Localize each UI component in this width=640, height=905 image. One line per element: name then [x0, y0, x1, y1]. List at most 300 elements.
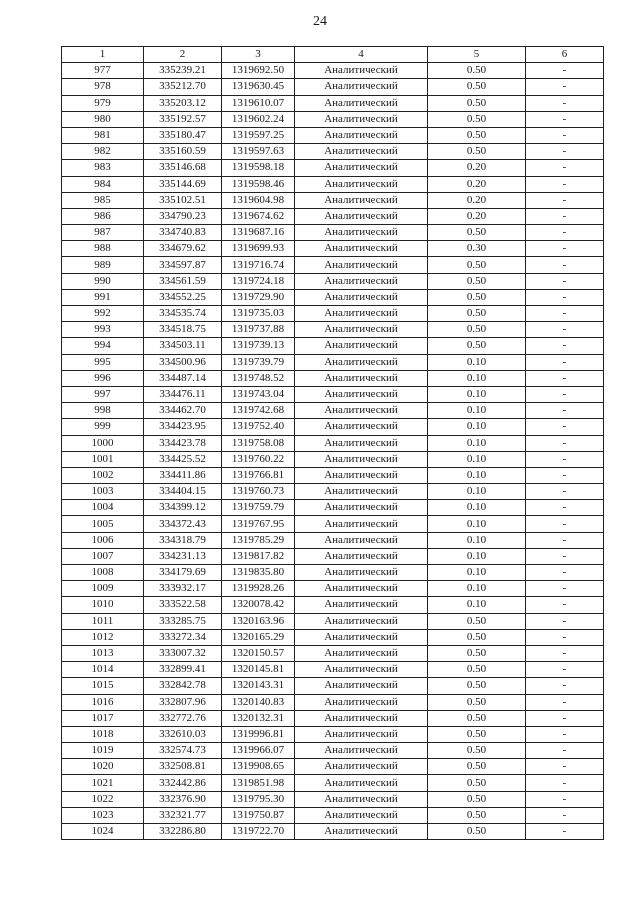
table-row — [62, 581, 604, 597]
point-number-cell: 980 — [62, 111, 144, 127]
accuracy-cell: 0.50 — [428, 775, 526, 791]
method-cell: Аналитический — [295, 419, 428, 435]
point-number-cell: 1009 — [62, 581, 144, 597]
method-cell: Аналитический — [295, 435, 428, 451]
table-row — [62, 532, 604, 548]
table-row — [62, 111, 604, 127]
x-coordinate-cell: 332899.41 — [144, 662, 222, 678]
note-cell: - — [526, 111, 604, 127]
point-number-cell: 978 — [62, 79, 144, 95]
y-coordinate-cell: 1319835.80 — [222, 565, 295, 581]
table-row — [62, 516, 604, 532]
column-header: 5 — [428, 47, 526, 63]
note-cell: - — [526, 467, 604, 483]
note-cell: - — [526, 629, 604, 645]
method-cell: Аналитический — [295, 273, 428, 289]
point-number-cell: 1004 — [62, 500, 144, 516]
note-cell: - — [526, 500, 604, 516]
note-cell: - — [526, 678, 604, 694]
table-row — [62, 127, 604, 143]
accuracy-cell: 0.50 — [428, 289, 526, 305]
accuracy-cell: 0.10 — [428, 581, 526, 597]
y-coordinate-cell: 1319722.70 — [222, 824, 295, 840]
y-coordinate-cell: 1320078.42 — [222, 597, 295, 613]
y-coordinate-cell: 1320150.57 — [222, 645, 295, 661]
table-row — [62, 435, 604, 451]
x-coordinate-cell: 334179.69 — [144, 565, 222, 581]
x-coordinate-cell: 334487.14 — [144, 370, 222, 386]
accuracy-cell: 0.50 — [428, 824, 526, 840]
accuracy-cell: 0.20 — [428, 160, 526, 176]
y-coordinate-cell: 1319598.18 — [222, 160, 295, 176]
method-cell: Аналитический — [295, 403, 428, 419]
x-coordinate-cell: 332321.77 — [144, 807, 222, 823]
method-cell: Аналитический — [295, 225, 428, 241]
y-coordinate-cell: 1319692.50 — [222, 63, 295, 79]
point-number-cell: 1023 — [62, 807, 144, 823]
point-number-cell: 1019 — [62, 743, 144, 759]
accuracy-cell: 0.10 — [428, 354, 526, 370]
point-number-cell: 996 — [62, 370, 144, 386]
method-cell: Аналитический — [295, 306, 428, 322]
table-row — [62, 289, 604, 305]
method-cell: Аналитический — [295, 451, 428, 467]
note-cell: - — [526, 273, 604, 289]
x-coordinate-cell: 334318.79 — [144, 532, 222, 548]
accuracy-cell: 0.50 — [428, 662, 526, 678]
method-cell: Аналитический — [295, 144, 428, 160]
method-cell: Аналитический — [295, 63, 428, 79]
note-cell: - — [526, 289, 604, 305]
point-number-cell: 986 — [62, 208, 144, 224]
x-coordinate-cell: 335192.57 — [144, 111, 222, 127]
point-number-cell: 992 — [62, 306, 144, 322]
y-coordinate-cell: 1319758.08 — [222, 435, 295, 451]
table-row — [62, 419, 604, 435]
note-cell: - — [526, 403, 604, 419]
table-row — [62, 241, 604, 257]
method-cell: Аналитический — [295, 192, 428, 208]
y-coordinate-cell: 1319737.88 — [222, 322, 295, 338]
note-cell: - — [526, 257, 604, 273]
method-cell: Аналитический — [295, 95, 428, 111]
y-coordinate-cell: 1319966.07 — [222, 743, 295, 759]
x-coordinate-cell: 334476.11 — [144, 386, 222, 402]
x-coordinate-cell: 334404.15 — [144, 484, 222, 500]
accuracy-cell: 0.50 — [428, 645, 526, 661]
method-cell: Аналитический — [295, 176, 428, 192]
x-coordinate-cell: 334231.13 — [144, 548, 222, 564]
table-row — [62, 726, 604, 742]
y-coordinate-cell: 1319724.18 — [222, 273, 295, 289]
table-row — [62, 63, 604, 79]
note-cell: - — [526, 435, 604, 451]
table-row — [62, 629, 604, 645]
note-cell: - — [526, 662, 604, 678]
point-number-cell: 1017 — [62, 710, 144, 726]
accuracy-cell: 0.10 — [428, 403, 526, 419]
point-number-cell: 995 — [62, 354, 144, 370]
table-row — [62, 548, 604, 564]
method-cell: Аналитический — [295, 678, 428, 694]
y-coordinate-cell: 1319604.98 — [222, 192, 295, 208]
x-coordinate-cell: 334399.12 — [144, 500, 222, 516]
x-coordinate-cell: 335203.12 — [144, 95, 222, 111]
y-coordinate-cell: 1319908.65 — [222, 759, 295, 775]
method-cell: Аналитический — [295, 581, 428, 597]
y-coordinate-cell: 1319602.24 — [222, 111, 295, 127]
table-row — [62, 645, 604, 661]
y-coordinate-cell: 1319851.98 — [222, 775, 295, 791]
column-header: 2 — [144, 47, 222, 63]
column-header: 1 — [62, 47, 144, 63]
column-header: 4 — [295, 47, 428, 63]
x-coordinate-cell: 335239.21 — [144, 63, 222, 79]
y-coordinate-cell: 1319996.81 — [222, 726, 295, 742]
y-coordinate-cell: 1319739.13 — [222, 338, 295, 354]
note-cell: - — [526, 694, 604, 710]
table-row — [62, 759, 604, 775]
accuracy-cell: 0.50 — [428, 613, 526, 629]
note-cell: - — [526, 63, 604, 79]
x-coordinate-cell: 335144.69 — [144, 176, 222, 192]
accuracy-cell: 0.50 — [428, 79, 526, 95]
y-coordinate-cell: 1319687.16 — [222, 225, 295, 241]
note-cell: - — [526, 824, 604, 840]
point-number-cell: 977 — [62, 63, 144, 79]
y-coordinate-cell: 1319785.29 — [222, 532, 295, 548]
table-row — [62, 662, 604, 678]
x-coordinate-cell: 335180.47 — [144, 127, 222, 143]
point-number-cell: 1007 — [62, 548, 144, 564]
accuracy-cell: 0.10 — [428, 548, 526, 564]
x-coordinate-cell: 334679.62 — [144, 241, 222, 257]
note-cell: - — [526, 726, 604, 742]
y-coordinate-cell: 1319735.03 — [222, 306, 295, 322]
table-row — [62, 824, 604, 840]
method-cell: Аналитический — [295, 694, 428, 710]
note-cell: - — [526, 565, 604, 581]
x-coordinate-cell: 334425.52 — [144, 451, 222, 467]
x-coordinate-cell: 334597.87 — [144, 257, 222, 273]
point-number-cell: 988 — [62, 241, 144, 257]
y-coordinate-cell: 1319739.79 — [222, 354, 295, 370]
table-row — [62, 95, 604, 111]
method-cell: Аналитический — [295, 710, 428, 726]
table-row — [62, 484, 604, 500]
table-row — [62, 176, 604, 192]
point-number-cell: 1016 — [62, 694, 144, 710]
y-coordinate-cell: 1319598.46 — [222, 176, 295, 192]
y-coordinate-cell: 1319597.63 — [222, 144, 295, 160]
note-cell: - — [526, 645, 604, 661]
method-cell: Аналитический — [295, 160, 428, 176]
table-row — [62, 208, 604, 224]
note-cell: - — [526, 127, 604, 143]
method-cell: Аналитический — [295, 516, 428, 532]
note-cell: - — [526, 208, 604, 224]
method-cell: Аналитический — [295, 565, 428, 581]
note-cell: - — [526, 484, 604, 500]
y-coordinate-cell: 1320143.31 — [222, 678, 295, 694]
point-number-cell: 987 — [62, 225, 144, 241]
method-cell: Аналитический — [295, 257, 428, 273]
note-cell: - — [526, 743, 604, 759]
x-coordinate-cell: 332508.81 — [144, 759, 222, 775]
point-number-cell: 982 — [62, 144, 144, 160]
point-number-cell: 989 — [62, 257, 144, 273]
method-cell: Аналитический — [295, 775, 428, 791]
y-coordinate-cell: 1320145.81 — [222, 662, 295, 678]
accuracy-cell: 0.10 — [428, 370, 526, 386]
table-row — [62, 354, 604, 370]
x-coordinate-cell: 335212.70 — [144, 79, 222, 95]
x-coordinate-cell: 333285.75 — [144, 613, 222, 629]
point-number-cell: 979 — [62, 95, 144, 111]
y-coordinate-cell: 1319760.73 — [222, 484, 295, 500]
table-header-row — [62, 47, 604, 63]
point-number-cell: 990 — [62, 273, 144, 289]
table-row — [62, 192, 604, 208]
x-coordinate-cell: 334423.95 — [144, 419, 222, 435]
point-number-cell: 998 — [62, 403, 144, 419]
accuracy-cell: 0.10 — [428, 565, 526, 581]
point-number-cell: 1014 — [62, 662, 144, 678]
table-row — [62, 775, 604, 791]
table-row — [62, 500, 604, 516]
x-coordinate-cell: 333272.34 — [144, 629, 222, 645]
point-number-cell: 1002 — [62, 467, 144, 483]
accuracy-cell: 0.10 — [428, 386, 526, 402]
method-cell: Аналитический — [295, 613, 428, 629]
x-coordinate-cell: 333932.17 — [144, 581, 222, 597]
y-coordinate-cell: 1320163.96 — [222, 613, 295, 629]
point-number-cell: 1003 — [62, 484, 144, 500]
note-cell: - — [526, 95, 604, 111]
method-cell: Аналитический — [295, 322, 428, 338]
y-coordinate-cell: 1319729.90 — [222, 289, 295, 305]
note-cell: - — [526, 791, 604, 807]
table-row — [62, 807, 604, 823]
y-coordinate-cell: 1319766.81 — [222, 467, 295, 483]
table-row — [62, 565, 604, 581]
x-coordinate-cell: 334552.25 — [144, 289, 222, 305]
table-row — [62, 79, 604, 95]
accuracy-cell: 0.50 — [428, 338, 526, 354]
note-cell: - — [526, 581, 604, 597]
table-row — [62, 694, 604, 710]
accuracy-cell: 0.50 — [428, 273, 526, 289]
table-row — [62, 273, 604, 289]
column-header: 6 — [526, 47, 604, 63]
note-cell: - — [526, 759, 604, 775]
note-cell: - — [526, 79, 604, 95]
note-cell: - — [526, 548, 604, 564]
method-cell: Аналитический — [295, 726, 428, 742]
point-number-cell: 983 — [62, 160, 144, 176]
column-header: 3 — [222, 47, 295, 63]
accuracy-cell: 0.50 — [428, 791, 526, 807]
method-cell: Аналитический — [295, 645, 428, 661]
y-coordinate-cell: 1320165.29 — [222, 629, 295, 645]
point-number-cell: 1015 — [62, 678, 144, 694]
method-cell: Аналитический — [295, 467, 428, 483]
table-row — [62, 160, 604, 176]
x-coordinate-cell: 332772.76 — [144, 710, 222, 726]
accuracy-cell: 0.10 — [428, 467, 526, 483]
table-row — [62, 791, 604, 807]
y-coordinate-cell: 1320140.83 — [222, 694, 295, 710]
y-coordinate-cell: 1319817.82 — [222, 548, 295, 564]
accuracy-cell: 0.50 — [428, 257, 526, 273]
point-number-cell: 993 — [62, 322, 144, 338]
x-coordinate-cell: 332574.73 — [144, 743, 222, 759]
y-coordinate-cell: 1319759.79 — [222, 500, 295, 516]
point-number-cell: 1006 — [62, 532, 144, 548]
note-cell: - — [526, 338, 604, 354]
accuracy-cell: 0.20 — [428, 176, 526, 192]
accuracy-cell: 0.50 — [428, 95, 526, 111]
x-coordinate-cell: 334790.23 — [144, 208, 222, 224]
accuracy-cell: 0.10 — [428, 516, 526, 532]
x-coordinate-cell: 332842.78 — [144, 678, 222, 694]
point-number-cell: 1001 — [62, 451, 144, 467]
table-row — [62, 257, 604, 273]
coordinates-table — [61, 46, 604, 840]
method-cell: Аналитический — [295, 111, 428, 127]
x-coordinate-cell: 334518.75 — [144, 322, 222, 338]
accuracy-cell: 0.50 — [428, 225, 526, 241]
accuracy-cell: 0.30 — [428, 241, 526, 257]
accuracy-cell: 0.50 — [428, 144, 526, 160]
point-number-cell: 991 — [62, 289, 144, 305]
point-number-cell: 1013 — [62, 645, 144, 661]
method-cell: Аналитический — [295, 743, 428, 759]
table-row — [62, 306, 604, 322]
note-cell: - — [526, 192, 604, 208]
x-coordinate-cell: 335146.68 — [144, 160, 222, 176]
page-number: 24 — [313, 14, 327, 29]
table-row — [62, 370, 604, 386]
note-cell: - — [526, 144, 604, 160]
accuracy-cell: 0.10 — [428, 435, 526, 451]
accuracy-cell: 0.50 — [428, 743, 526, 759]
note-cell: - — [526, 354, 604, 370]
point-number-cell: 985 — [62, 192, 144, 208]
table-row — [62, 386, 604, 402]
method-cell: Аналитический — [295, 289, 428, 305]
point-number-cell: 1018 — [62, 726, 144, 742]
note-cell: - — [526, 241, 604, 257]
y-coordinate-cell: 1319795.30 — [222, 791, 295, 807]
point-number-cell: 1021 — [62, 775, 144, 791]
x-coordinate-cell: 334740.83 — [144, 225, 222, 241]
y-coordinate-cell: 1319630.45 — [222, 79, 295, 95]
y-coordinate-cell: 1319743.04 — [222, 386, 295, 402]
y-coordinate-cell: 1319716.74 — [222, 257, 295, 273]
x-coordinate-cell: 333522.58 — [144, 597, 222, 613]
table-row — [62, 338, 604, 354]
table-row — [62, 144, 604, 160]
point-number-cell: 1012 — [62, 629, 144, 645]
y-coordinate-cell: 1319767.95 — [222, 516, 295, 532]
y-coordinate-cell: 1319748.52 — [222, 370, 295, 386]
method-cell: Аналитический — [295, 824, 428, 840]
table-row — [62, 613, 604, 629]
point-number-cell: 1011 — [62, 613, 144, 629]
table-row — [62, 597, 604, 613]
y-coordinate-cell: 1319610.07 — [222, 95, 295, 111]
y-coordinate-cell: 1319750.87 — [222, 807, 295, 823]
accuracy-cell: 0.50 — [428, 759, 526, 775]
point-number-cell: 1022 — [62, 791, 144, 807]
point-number-cell: 997 — [62, 386, 144, 402]
x-coordinate-cell: 334372.43 — [144, 516, 222, 532]
note-cell: - — [526, 775, 604, 791]
x-coordinate-cell: 335160.59 — [144, 144, 222, 160]
x-coordinate-cell: 334535.74 — [144, 306, 222, 322]
point-number-cell: 1010 — [62, 597, 144, 613]
accuracy-cell: 0.10 — [428, 451, 526, 467]
accuracy-cell: 0.10 — [428, 597, 526, 613]
y-coordinate-cell: 1319742.68 — [222, 403, 295, 419]
accuracy-cell: 0.20 — [428, 192, 526, 208]
table-row — [62, 678, 604, 694]
x-coordinate-cell: 332442.86 — [144, 775, 222, 791]
note-cell: - — [526, 322, 604, 338]
note-cell: - — [526, 306, 604, 322]
point-number-cell: 994 — [62, 338, 144, 354]
y-coordinate-cell: 1319674.62 — [222, 208, 295, 224]
x-coordinate-cell: 333007.32 — [144, 645, 222, 661]
point-number-cell: 1005 — [62, 516, 144, 532]
point-number-cell: 1024 — [62, 824, 144, 840]
method-cell: Аналитический — [295, 241, 428, 257]
method-cell: Аналитический — [295, 807, 428, 823]
x-coordinate-cell: 334423.78 — [144, 435, 222, 451]
note-cell: - — [526, 516, 604, 532]
note-cell: - — [526, 451, 604, 467]
note-cell: - — [526, 710, 604, 726]
method-cell: Аналитический — [295, 662, 428, 678]
y-coordinate-cell: 1320132.31 — [222, 710, 295, 726]
method-cell: Аналитический — [295, 548, 428, 564]
accuracy-cell: 0.50 — [428, 306, 526, 322]
point-number-cell: 1020 — [62, 759, 144, 775]
method-cell: Аналитический — [295, 79, 428, 95]
accuracy-cell: 0.50 — [428, 726, 526, 742]
accuracy-cell: 0.10 — [428, 532, 526, 548]
x-coordinate-cell: 335102.51 — [144, 192, 222, 208]
accuracy-cell: 0.50 — [428, 694, 526, 710]
method-cell: Аналитический — [295, 597, 428, 613]
note-cell: - — [526, 176, 604, 192]
accuracy-cell: 0.50 — [428, 127, 526, 143]
note-cell: - — [526, 532, 604, 548]
point-number-cell: 999 — [62, 419, 144, 435]
y-coordinate-cell: 1319699.93 — [222, 241, 295, 257]
note-cell: - — [526, 419, 604, 435]
accuracy-cell: 0.10 — [428, 500, 526, 516]
table-row — [62, 710, 604, 726]
method-cell: Аналитический — [295, 629, 428, 645]
y-coordinate-cell: 1319928.26 — [222, 581, 295, 597]
method-cell: Аналитический — [295, 532, 428, 548]
accuracy-cell: 0.50 — [428, 710, 526, 726]
accuracy-cell: 0.20 — [428, 208, 526, 224]
accuracy-cell: 0.10 — [428, 419, 526, 435]
x-coordinate-cell: 334561.59 — [144, 273, 222, 289]
